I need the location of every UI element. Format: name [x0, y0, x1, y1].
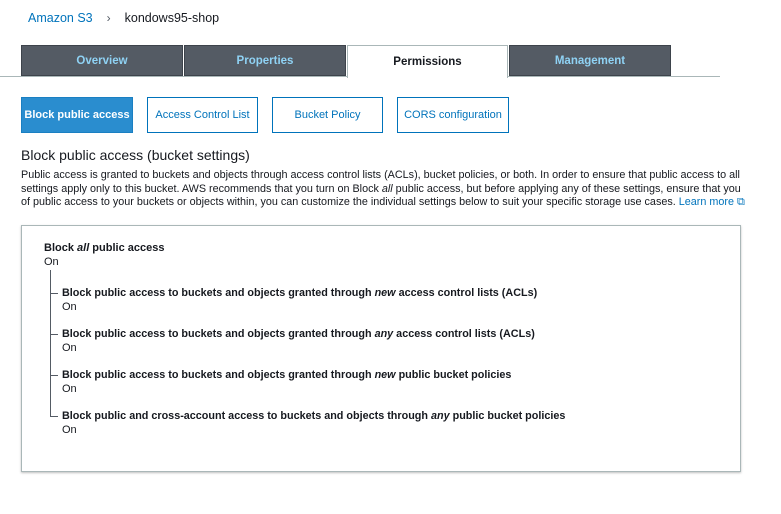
label-text: Block public and cross-account access to buckets and objects through [62, 410, 431, 422]
breadcrumb-bucket-name: kondows95-shop [124, 11, 220, 25]
description-text: settings apply only to this bucket. AWS recommends that you turn on Block [21, 182, 382, 195]
tab-permissions[interactable]: Permissions [347, 45, 508, 78]
label-emphasis: any [374, 328, 394, 340]
tree-branch [50, 375, 58, 376]
setting-new-acls-value: On [62, 301, 77, 313]
setting-any-acls-label [62, 328, 535, 340]
tab-properties[interactable]: Properties [184, 45, 346, 76]
label-emphasis: all [77, 242, 90, 254]
subtab-block-public-access[interactable]: Block public access [21, 97, 133, 133]
setting-new-policies-value: On [62, 383, 77, 395]
description-line-2 [21, 183, 781, 197]
description-text: of public access to your buckets or objects within, you can customize the individual settings below to suit your specific storage use cases. [21, 196, 679, 209]
description-line-1: Public access is granted to buckets and objects through access control lists (ACLs), bucket policies, or both. In order to ensure that public access to all [21, 169, 740, 181]
label-text: access control lists (ACLs) [393, 328, 535, 340]
tab-overview[interactable]: Overview [21, 45, 183, 76]
section-title: Block public access (bucket settings) [21, 147, 250, 163]
block-all-value: On [44, 256, 59, 268]
setting-new-acls-label [62, 287, 537, 299]
external-link-icon: ⧉ [733, 196, 745, 209]
label-text: public bucket policies [395, 369, 512, 381]
block-all-label [44, 242, 164, 254]
setting-new-policies-label [62, 369, 511, 381]
tree-branch [50, 334, 58, 335]
setting-any-policies-value: On [62, 424, 77, 436]
subtab-access-control-list[interactable]: Access Control List [147, 97, 258, 133]
description-line-3 [21, 196, 781, 210]
description-text: public access, but before applying any of these settings, ensure that you [392, 182, 741, 195]
label-text: public access [89, 242, 165, 254]
subtab-cors-configuration[interactable]: CORS configuration [397, 97, 509, 133]
label-text: Block public access to buckets and objects granted through [62, 369, 375, 381]
breadcrumb-amazon-s3-link[interactable]: Amazon S3 [28, 11, 93, 25]
label-text: Block [44, 242, 78, 254]
label-emphasis: new [374, 287, 396, 299]
chevron-right-icon: › [106, 11, 111, 25]
label-text: access control lists (ACLs) [395, 287, 538, 299]
label-text: public bucket policies [449, 410, 566, 422]
block-public-access-panel [21, 225, 741, 472]
tree-branch [50, 416, 58, 417]
label-emphasis: new [374, 369, 396, 381]
breadcrumb [28, 11, 219, 25]
learn-more-link[interactable]: Learn more [678, 196, 734, 209]
subtab-bucket-policy[interactable]: Bucket Policy [272, 97, 383, 133]
label-text: Block public access to buckets and objects granted through [62, 328, 375, 340]
label-text: Block public access to buckets and objects granted through [62, 287, 375, 299]
section-description [21, 169, 781, 210]
description-emphasis: all [381, 182, 393, 195]
label-emphasis: any [430, 410, 450, 422]
tab-management[interactable]: Management [509, 45, 671, 76]
setting-any-policies-label [62, 410, 565, 422]
tree-branch [50, 293, 58, 294]
setting-any-acls-value: On [62, 342, 77, 354]
